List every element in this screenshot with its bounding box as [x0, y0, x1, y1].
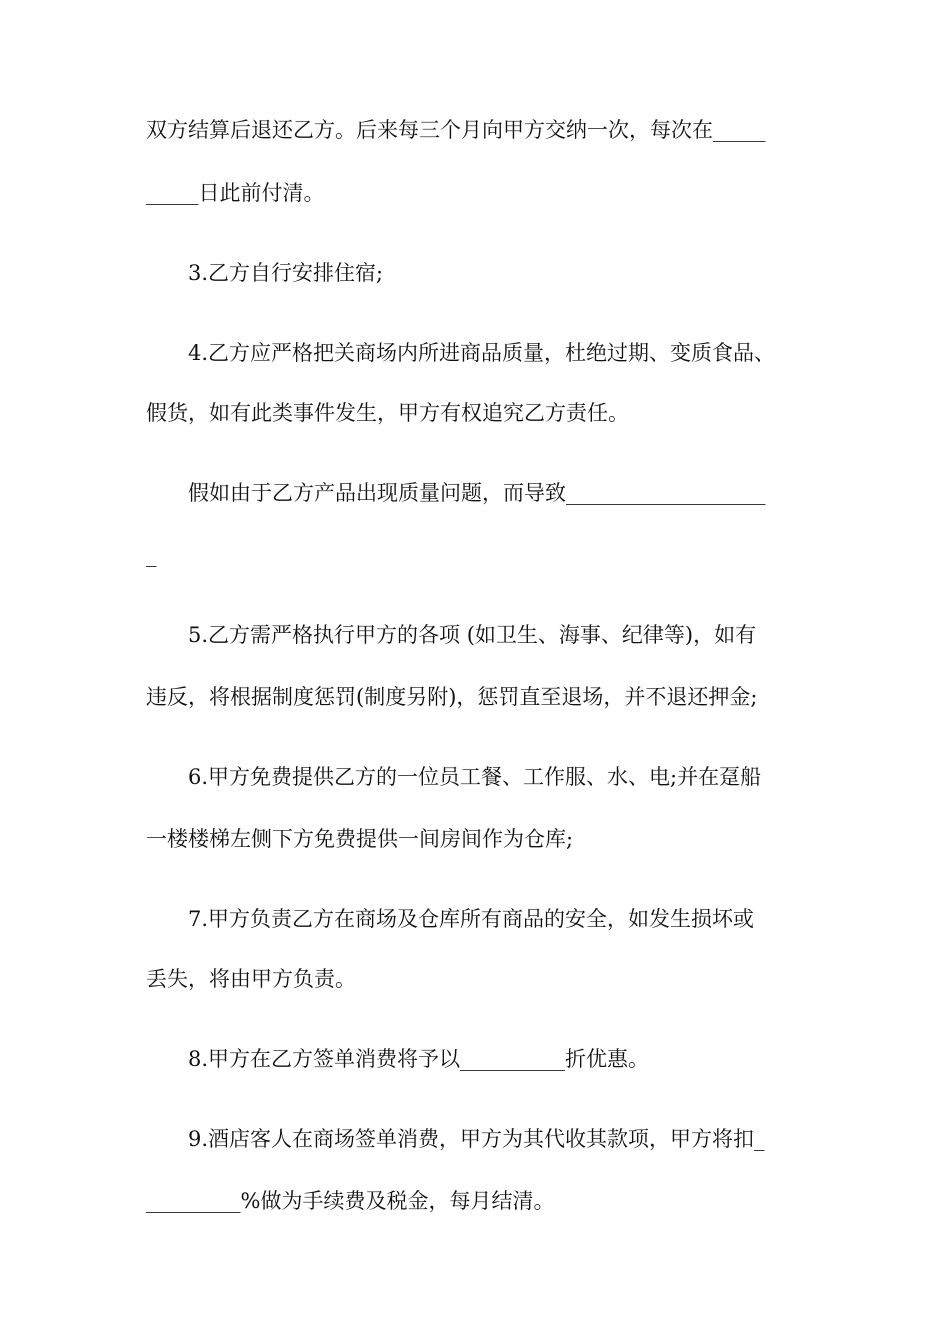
- paragraph-line: _____日此前付清。: [146, 181, 325, 205]
- paragraph-line: 双方结算后退还乙方。后来每三个月向甲方交纳一次，每次在_____: [146, 118, 766, 142]
- paragraph-line: _: [146, 543, 157, 567]
- paragraph-line: _________%做为手续费及税金，每月结清。: [146, 1189, 555, 1213]
- paragraph-line: 一楼楼梯左侧下方免费提供一间房间作为仓库;: [146, 827, 574, 851]
- paragraph-line: 假货，如有此类事件发生，甲方有权追究乙方责任。: [146, 401, 629, 425]
- paragraph-line: 丢失，将由甲方负责。: [146, 967, 356, 991]
- clause-6: 6.甲方免费提供乙方的一位员工餐、工作服、水、电;并在趸船: [188, 765, 762, 789]
- paragraph-line: 假如由于乙方产品出现质量问题，而导致___________________: [188, 481, 766, 505]
- clause-5: 5.乙方需严格执行甲方的各项 (如卫生、海事、纪律等)，如有: [188, 623, 757, 647]
- clause-8: 8.甲方在乙方签单消费将予以__________折优惠。: [188, 1047, 650, 1071]
- paragraph-line: 违反，将根据制度惩罚(制度另附)，惩罚直至退场，并不退还押金;: [146, 685, 758, 709]
- clause-7: 7.甲方负责乙方在商场及仓库所有商品的安全，如发生损坏或: [188, 907, 755, 931]
- clause-9: 9.酒店客人在商场签单消费，甲方为其代收其款项，甲方将扣_: [188, 1127, 765, 1151]
- clause-4: 4.乙方应严格把关商场内所进商品质量，杜绝过期、变质食品、: [188, 341, 776, 365]
- clause-3: 3.乙方自行安排住宿;: [188, 261, 384, 285]
